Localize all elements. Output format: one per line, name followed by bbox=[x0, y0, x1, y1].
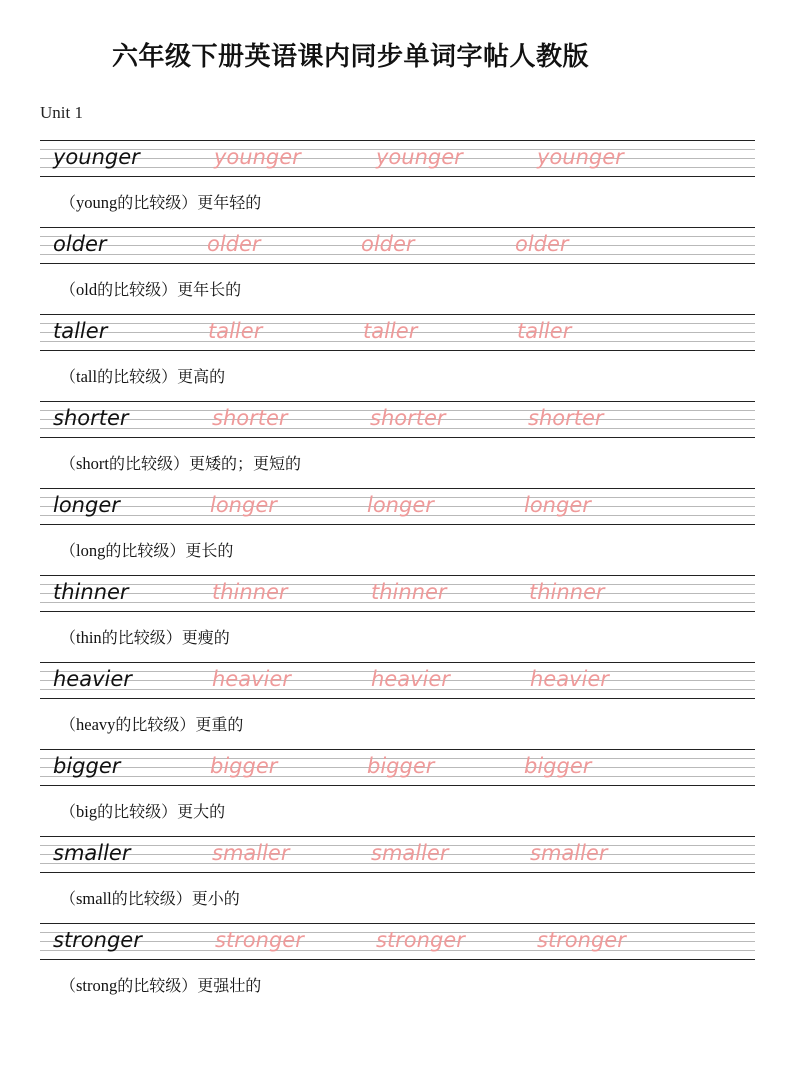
word-model: shorter bbox=[53, 406, 129, 430]
word-entry bbox=[0, 836, 793, 923]
meaning-base-word: strong bbox=[76, 976, 118, 995]
word-trace: thinner bbox=[529, 580, 605, 604]
meaning-base-word: short bbox=[76, 454, 110, 473]
word-meaning bbox=[60, 714, 243, 736]
unit-label: Unit 1 bbox=[40, 103, 83, 122]
word-model: stronger bbox=[53, 928, 142, 952]
word-entry bbox=[0, 662, 793, 749]
word-meaning bbox=[60, 888, 240, 910]
meaning-chinese: 的比较级）更高的 bbox=[97, 367, 226, 386]
meaning-chinese: 的比较级）更瘦的 bbox=[101, 628, 230, 647]
word-entry bbox=[0, 140, 793, 227]
word-trace: younger bbox=[537, 145, 624, 169]
word-model: younger bbox=[53, 145, 140, 169]
word-trace: taller bbox=[208, 319, 263, 343]
meaning-chinese: 的比较级）更年长的 bbox=[97, 280, 242, 299]
meaning-base-word: heavy bbox=[76, 715, 116, 734]
word-trace: smaller bbox=[371, 841, 449, 865]
word-trace: stronger bbox=[215, 928, 304, 952]
guide-line bbox=[40, 437, 755, 438]
meaning-open-paren: （ bbox=[60, 193, 77, 212]
word-trace: heavier bbox=[212, 667, 291, 691]
word-entry bbox=[0, 923, 793, 1010]
word-model: longer bbox=[53, 493, 120, 517]
word-trace: older bbox=[361, 232, 415, 256]
word-trace: stronger bbox=[376, 928, 465, 952]
guide-line bbox=[40, 524, 755, 525]
meaning-chinese: 的比较级）更小的 bbox=[111, 889, 240, 908]
word-trace: shorter bbox=[212, 406, 288, 430]
meaning-open-paren: （ bbox=[60, 280, 77, 299]
word-model: older bbox=[53, 232, 107, 256]
meaning-chinese: 的比较级）更强壮的 bbox=[117, 976, 262, 995]
word-entry bbox=[0, 227, 793, 314]
word-trace: younger bbox=[376, 145, 463, 169]
meaning-open-paren: （ bbox=[60, 802, 77, 821]
guide-line bbox=[40, 176, 755, 177]
word-meaning bbox=[60, 279, 241, 301]
word-meaning bbox=[60, 975, 261, 997]
word-trace: heavier bbox=[530, 667, 609, 691]
meaning-chinese: 的比较级）更年轻的 bbox=[117, 193, 262, 212]
word-trace: shorter bbox=[370, 406, 446, 430]
meaning-chinese: 的比较级）更大的 bbox=[97, 802, 226, 821]
word-trace: smaller bbox=[212, 841, 290, 865]
word-meaning bbox=[60, 801, 225, 823]
meaning-open-paren: （ bbox=[60, 628, 77, 647]
meaning-base-word: old bbox=[76, 280, 98, 299]
guide-line bbox=[40, 611, 755, 612]
word-entry bbox=[0, 749, 793, 836]
word-entry bbox=[0, 575, 793, 662]
word-meaning bbox=[60, 540, 233, 562]
word-meaning bbox=[60, 192, 261, 214]
meaning-base-word: small bbox=[76, 889, 112, 908]
word-trace: smaller bbox=[530, 841, 608, 865]
word-trace: bigger bbox=[210, 754, 278, 778]
guide-line bbox=[40, 785, 755, 786]
meaning-open-paren: （ bbox=[60, 454, 77, 473]
word-trace: longer bbox=[210, 493, 277, 517]
meaning-base-word: long bbox=[76, 541, 106, 560]
meaning-base-word: tall bbox=[76, 367, 98, 386]
word-trace: taller bbox=[517, 319, 572, 343]
word-meaning bbox=[60, 627, 230, 649]
word-trace: shorter bbox=[528, 406, 604, 430]
word-trace: thinner bbox=[212, 580, 288, 604]
meaning-open-paren: （ bbox=[60, 976, 77, 995]
word-trace: taller bbox=[363, 319, 418, 343]
guide-line bbox=[40, 698, 755, 699]
meaning-base-word: thin bbox=[76, 628, 102, 647]
meaning-open-paren: （ bbox=[60, 367, 77, 386]
word-trace: younger bbox=[214, 145, 301, 169]
meaning-open-paren: （ bbox=[60, 889, 77, 908]
guide-line bbox=[40, 263, 755, 264]
word-trace: bigger bbox=[524, 754, 592, 778]
word-model: smaller bbox=[53, 841, 131, 865]
meaning-open-paren: （ bbox=[60, 541, 77, 560]
guide-line bbox=[40, 872, 755, 873]
word-trace: stronger bbox=[537, 928, 626, 952]
word-model: bigger bbox=[53, 754, 121, 778]
word-model: heavier bbox=[53, 667, 132, 691]
word-trace: older bbox=[207, 232, 261, 256]
word-trace: longer bbox=[367, 493, 434, 517]
word-meaning bbox=[60, 453, 301, 475]
word-trace: bigger bbox=[367, 754, 435, 778]
meaning-chinese: 的比较级）更矮的；更短的 bbox=[109, 454, 302, 473]
word-entry bbox=[0, 488, 793, 575]
word-trace: longer bbox=[524, 493, 591, 517]
word-trace: older bbox=[515, 232, 569, 256]
word-trace: thinner bbox=[371, 580, 447, 604]
page-title: 六年级下册英语课内同步单词字帖人教版 bbox=[112, 42, 590, 72]
word-list bbox=[0, 140, 793, 1010]
meaning-chinese: 的比较级）更长的 bbox=[105, 541, 234, 560]
word-trace: heavier bbox=[371, 667, 450, 691]
guide-line bbox=[40, 959, 755, 960]
word-entry bbox=[0, 314, 793, 401]
meaning-open-paren: （ bbox=[60, 715, 77, 734]
guide-line bbox=[40, 350, 755, 351]
word-model: taller bbox=[53, 319, 108, 343]
word-model: thinner bbox=[53, 580, 129, 604]
meaning-chinese: 的比较级）更重的 bbox=[115, 715, 244, 734]
word-entry bbox=[0, 401, 793, 488]
word-meaning bbox=[60, 366, 225, 388]
meaning-base-word: big bbox=[76, 802, 98, 821]
meaning-base-word: young bbox=[76, 193, 118, 212]
